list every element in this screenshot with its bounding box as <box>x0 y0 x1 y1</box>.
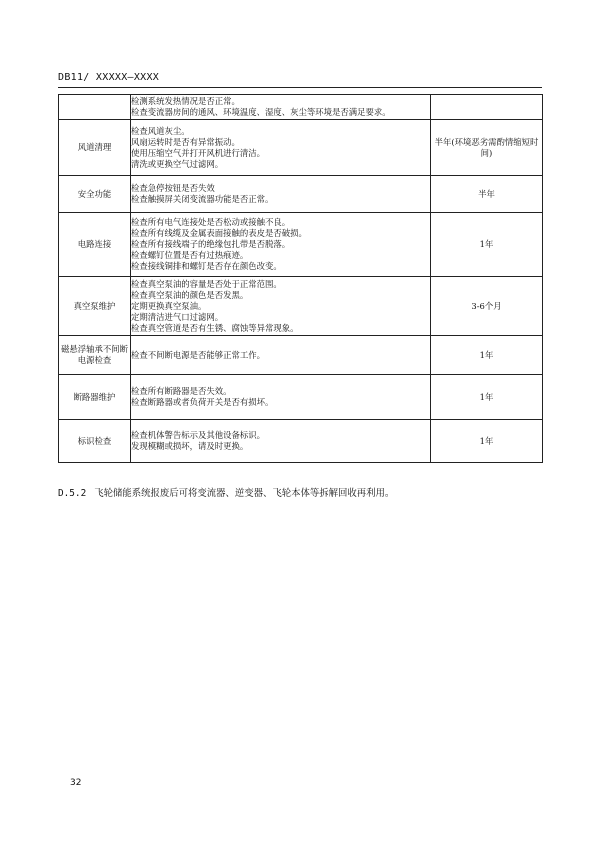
cycle-cell: 1年 <box>431 213 543 277</box>
content-line: 检测系统发热情况是否正常。 <box>131 96 240 106</box>
item-cell <box>59 95 131 120</box>
table-row <box>59 420 543 463</box>
content-line: 清洗或更换空气过滤网。 <box>131 158 224 169</box>
item-cell: 标识检查 <box>59 420 131 463</box>
table-row <box>59 277 543 336</box>
cycle-cell: 1年 <box>431 336 543 375</box>
clause-text: 飞轮储能系统报废后可将变流器、逆变器、飞轮本体等拆解回收再利用。 <box>94 488 395 499</box>
clause-d-5-2 <box>58 485 394 499</box>
content-line: 检查所有电气连接处是否松动或接触不良。 <box>131 217 291 227</box>
item-cell: 电路连接 <box>59 213 131 277</box>
clause-number: D.5.2 <box>58 488 87 499</box>
table-row <box>59 120 543 176</box>
cycle-cell: 1年 <box>431 375 543 420</box>
content-line: 检查所有接线端子的绝缘包扎带是否脱落。 <box>131 239 291 249</box>
table-row <box>59 176 543 213</box>
cycle-cell: 半年 <box>431 176 543 213</box>
content-cell <box>131 176 431 213</box>
maintenance-table <box>58 94 543 463</box>
content-line: 检查接线铜排和螺钉是否存在颜色改变。 <box>131 261 282 271</box>
content-line: 检查真空泵油的颜色是否发黑。 <box>131 289 249 300</box>
cycle-cell: 3-6个月 <box>431 277 543 336</box>
content-line: 检查机体警告标示及其他设备标识。 <box>131 430 265 440</box>
page-number: 32 <box>70 778 82 788</box>
content-cell <box>131 95 431 120</box>
table-row <box>59 95 543 120</box>
content-cell <box>131 336 431 375</box>
cycle-cell: 1年 <box>431 420 543 463</box>
item-cell: 磁悬浮轴承不间断电源检查 <box>59 336 131 375</box>
content-line: 检查变流器房间的通风、环境温度、湿度、灰尘等环境是否满足要求。 <box>131 107 391 117</box>
document-code: DB11/ XXXXX—XXXX <box>58 72 160 83</box>
item-cell: 风道清理 <box>59 120 131 176</box>
content-line: 检查风道灰尘。 <box>131 125 190 136</box>
content-line: 使用压缩空气并打开风机进行清洁。 <box>131 147 265 158</box>
content-line: 检查急停按钮是否失效 <box>131 183 215 193</box>
table-row <box>59 336 543 375</box>
content-cell <box>131 375 431 420</box>
item-cell: 断路器维护 <box>59 375 131 420</box>
table-row <box>59 213 543 277</box>
content-cell <box>131 420 431 463</box>
content-line: 检查螺钉位置是否有过热痕迹。 <box>131 250 249 260</box>
content-line: 检查所有断路器是否失效。 <box>131 386 232 396</box>
content-line: 定期更换真空泵油。 <box>131 300 207 311</box>
content-line: 检查所有线缆及金属表面接触的表皮是否破损。 <box>131 228 307 238</box>
header-rule <box>58 87 542 88</box>
cycle-cell <box>431 95 543 120</box>
content-line: 发现模糊或损坏，请及时更换。 <box>131 441 249 451</box>
content-line: 检查断路器或者负荷开关是否有损坏。 <box>131 397 274 407</box>
content-cell <box>131 213 431 277</box>
item-cell: 安全功能 <box>59 176 131 213</box>
table-row <box>59 375 543 420</box>
content-line: 检查不间断电源是否能够正常工作。 <box>131 349 265 360</box>
content-line: 定期清洁进气口过滤网。 <box>131 311 224 322</box>
content-cell <box>131 120 431 176</box>
content-line: 检查真空泵油的容量是否处于正常范围。 <box>131 278 282 289</box>
cycle-cell: 半年(环境恶劣需酌情缩短时间) <box>431 120 543 176</box>
content-line: 风扇运转时是否有异常振动。 <box>131 136 240 147</box>
content-line: 检查触摸屏关闭变流器功能是否正常。 <box>131 194 274 204</box>
content-cell <box>131 277 431 336</box>
item-cell: 真空泵维护 <box>59 277 131 336</box>
content-line: 检查真空管道是否有生锈、腐蚀等异常现象。 <box>131 322 299 333</box>
